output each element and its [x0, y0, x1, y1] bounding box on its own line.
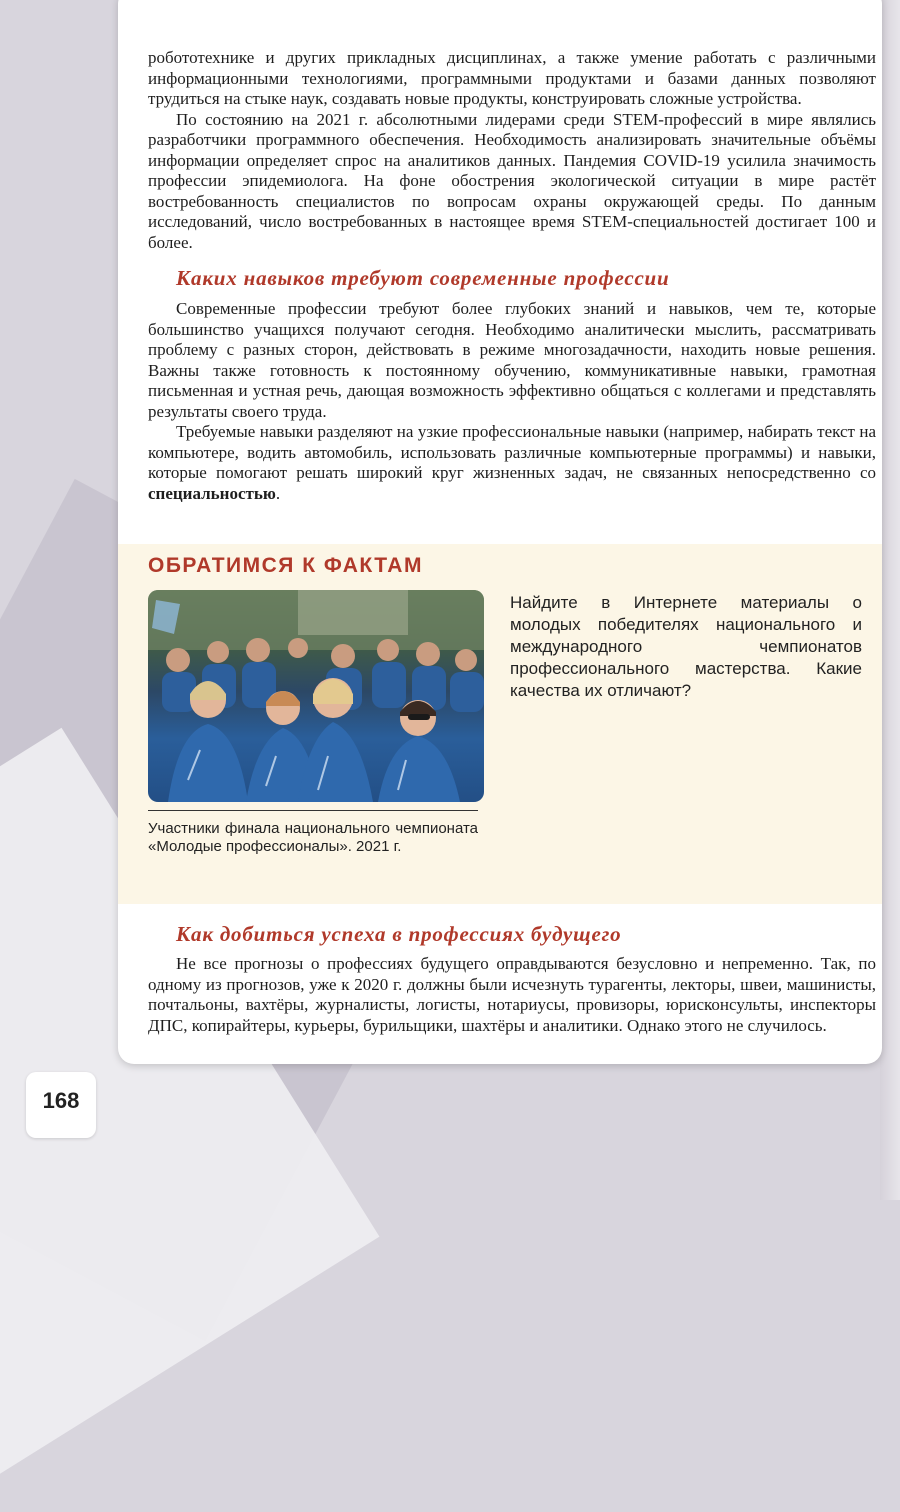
section-success: [148, 922, 876, 1036]
photo-caption: Участники финала национального чемпионата «Молодые профессионалы». 2021 г.: [148, 820, 478, 855]
paragraph: робототехнике и других прикладных дисциплинах, а также умение работать с различными информационными технологиями, программными продуктами и базами данных позволяют трудиться на стыке наук, создавать новые продукты, конструировать сложные устройства.: [148, 48, 876, 108]
next-page-edge: [880, 0, 900, 1200]
section-heading-skills: Каких навыков требуют современные профессии: [176, 266, 670, 290]
facts-task: Найдите в Интернете материалы о молодых победителях национального и международного чемпионатов профессионального мастерства. Какие качества их отличают?: [510, 593, 862, 700]
crowd-photo: [148, 590, 484, 802]
paragraph: По состоянию на 2021 г. абсолютными лидерами среди STEM-профессий в мире являлись разработчики программного обеспечения. Необходимость анализировать значительные объёмы информации определяет спрос на аналитиков данных. Пандемия COVID-19 усилила значимость профессии эпидемиолога. На фоне обострения экологической ситуации в мире растёт востребованность специалистов по вопросам охраны окружающей среды. По данным исследований, число востребованных в настоящее время STEM-специальностей достигает 100 и более.: [148, 109, 876, 252]
paragraph: Современные профессии требуют более глубоких знаний и навыков, чем те, которые большинство учащихся получают сегодня. Необходимо аналитически мыслить, рассматривать проблему с разных сторон, действовать в режиме многозадачности, находить новые решения. Важны также готовность к постоянному обучению, коммуникативные навыки, грамотная письменная и устная речь, дающая возможность эффективно общаться с коллегами и представлять результаты своего труда.: [148, 299, 876, 421]
page-number: 168: [42, 1088, 80, 1113]
page-content: [148, 0, 876, 504]
paragraph-text: Требуемые навыки разделяют на узкие профессиональные навыки (например, набирать текст на компьютере, водить автомобиль, использовать различные компьютерные программы) и навыки, которые помогают решать широкий круг жизненных задач, не связанных непосредственно со: [148, 422, 876, 482]
section-heading-success: Как добиться успеха в профессиях будущего: [176, 922, 622, 946]
facts-title: ОБРАТИМСЯ К ФАКТАМ: [148, 554, 423, 577]
paragraph: Не все прогнозы о профессиях будущего оправдываются безусловно и непременно. Так, по одному из прогнозов, уже к 2020 г. должны были исчезнуть турагенты, лекторы, швеи, машинисты, почтальоны, вахтёры, журналисты, логисты, нотариусы, провизоры, юрисконсульты, инспекторы ДПС, копирайтеры, курьеры, бурильщики, шахтёры и аналитики. Однако этого не случилось.: [148, 954, 876, 1035]
bold-term: специальностью: [148, 483, 276, 503]
paragraph: [148, 422, 876, 504]
paragraph-text: .: [275, 483, 281, 503]
caption-divider: [148, 810, 478, 811]
crowd-photo-illustration: [148, 590, 484, 802]
